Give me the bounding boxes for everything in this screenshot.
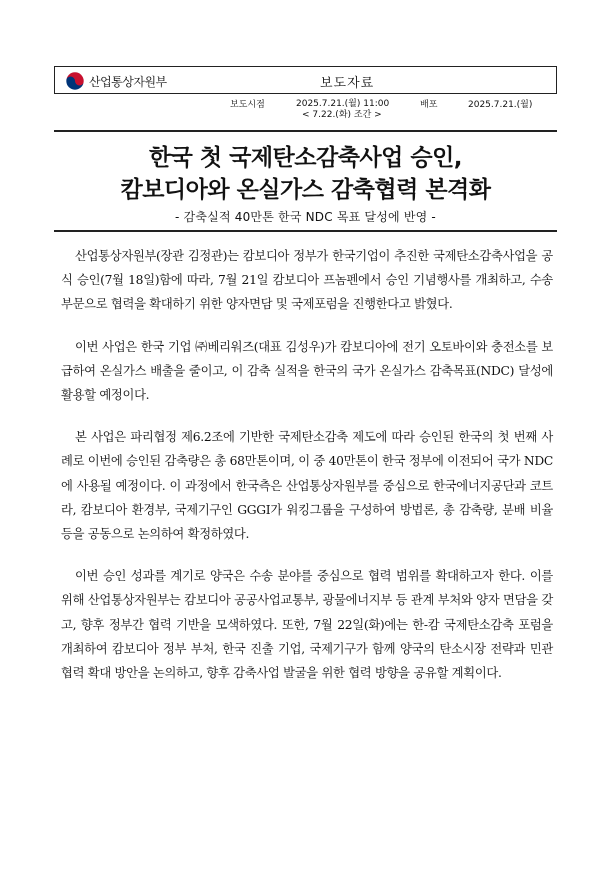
subtitle: - 감축실적 40만톤 한국 NDC 목표 달성에 반영 - [175, 210, 436, 224]
headline-line-2: 캄보디아와 온실가스 감축협력 본격화 [120, 177, 491, 203]
taegeuk-emblem-icon [65, 71, 85, 91]
headline-line-1: 한국 첫 국제탄소감축사업 승인, [148, 145, 463, 171]
body-text [61, 244, 553, 703]
release-label: 보도시점 [230, 100, 265, 110]
paragraph-3: 본 사업은 파리협정 제6.2조에 기반한 국제탄소감축 제도에 따라 승인된 한국의 첫 번째 사례로 이번에 승인된 감축량은 총 68만톤이며, 이 중 40만톤이 한국 정부에 이전되어 국가 NDC에 사용될 예정이다. 이 과정에서 한국측은 산업통상자원부를 중심으로 한국에너지공단과 코트라, 캄보디아 환경부, 국제기구인 GGGI가 워킹그룹을 구성하여 방법론, 총 감축량, 분배 비율 등을 공동으로 논의하여 확정하였다. [61, 430, 553, 542]
paragraph-4: 이번 승인 성과를 계기로 양국은 수송 분야를 중심으로 협력 범위를 확대하고자 한다. 이를 위해 산업통상자원부는 캄보디아 공공사업교통부, 광물에너지부 등 관계 부처와 양자 면담을 갖고, 향후 정부간 협력 기반을 모색하였다. 또한, 7월 22일(화)에는 한-캄 국제탄소감축 포럼을 개최하여 캄보디아 정부 부처, 한국 진출 기업, 국제기구가 함께 양국의 탄소시장 전략과 민관 협력 확대 방안을 논의하고, 향후 감축사업 발굴을 위한 협력 방향을 공유할 계획이다. [61, 569, 553, 681]
title-box [54, 130, 557, 232]
distribute-label: 배포 [420, 100, 438, 110]
press-release-header [54, 66, 557, 94]
ministry-name: 산업통상자원부 [89, 74, 167, 89]
paragraph-1: 산업통상자원부(장관 김정관)는 캄보디아 정부가 한국기업이 추진한 국제탄소감축사업을 공식 승인(7월 18일)함에 따라, 7월 21일 캄보디아 프놈펜에서 승인 기념행사를 개최하고, 수송 부문으로 협력을 확대하기 위한 양자면담 및 국제포럼을 진행한다고 밝혔다. [61, 249, 553, 312]
paragraph-2: 이번 사업은 한국 기업 ㈜베리워즈(대표 김성우)가 캄보디아에 전기 오토바이와 충전소를 보급하여 온실가스 배출을 줄이고, 이 감축 실적을 한국의 국가 온실가스 감축목표(NDC) 달성에 활용할 예정이다. [61, 339, 553, 403]
ministry-logo [65, 71, 167, 91]
distribute-date: 2025.7.21.(월) [468, 100, 533, 110]
release-datetime [296, 99, 389, 121]
document-type: 보도자료 [320, 76, 375, 91]
release-time: 2025.7.21.(월) 11:00 [296, 99, 390, 109]
headline [54, 142, 557, 206]
embargo-note: < 7.22.(화) 조간 > [302, 110, 382, 120]
